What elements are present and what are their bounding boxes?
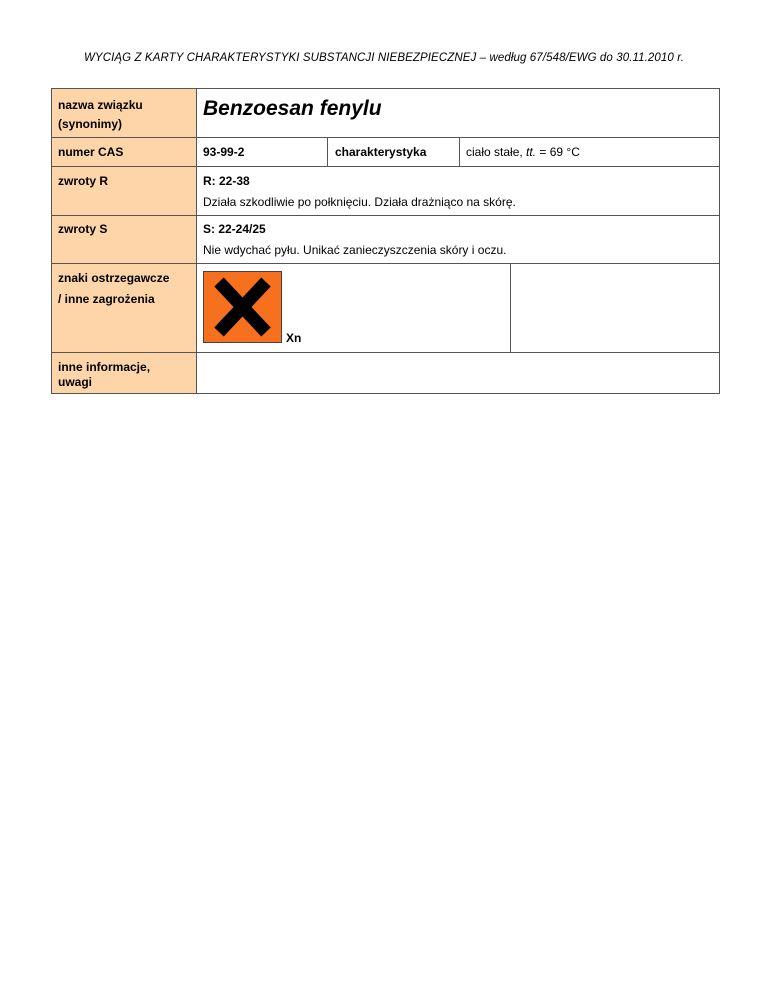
data-sheet-table	[51, 88, 720, 394]
hazards-label-2: / inne zagrożenia	[58, 292, 155, 306]
s-phrases-label: zwroty S	[58, 222, 108, 236]
hazard-symbol-code: Xn	[286, 331, 302, 345]
characteristic-label: charakterystyka	[335, 145, 427, 159]
s-phrases-code: S: 22-24/25	[203, 222, 266, 236]
document-header: WYCIĄG Z KARTY CHARAKTERYSTYKI SUBSTANCJI NIEBEZPIECZNEJ – według 67/548/EWG do 30.11.2010 r.	[83, 52, 685, 64]
s-phrases-text: Nie wdychać pyłu. Unikać zanieczyszczenia skóry i oczu.	[203, 243, 507, 257]
compound-name: Benzoesan fenylu	[203, 97, 382, 120]
harmful-cross-icon	[203, 271, 282, 343]
hazards-label: znaki ostrzegawcze	[58, 271, 170, 285]
compound-label: nazwa związku	[58, 98, 143, 112]
cas-value: 93-99-2	[203, 145, 245, 159]
synonyms-label: (synonimy)	[58, 117, 123, 131]
other-info-label: inne informacje,	[58, 360, 151, 374]
cas-label: numer CAS	[58, 145, 124, 159]
characteristic-value: ciało stałe, tt. = 69 °C	[466, 145, 580, 159]
other-info-label-2: uwagi	[58, 375, 93, 389]
r-phrases-code: R: 22-38	[203, 174, 250, 188]
label-column	[51, 88, 196, 394]
r-phrases-label: zwroty R	[58, 174, 109, 188]
r-phrases-text: Działa szkodliwie po połknięciu. Działa drażniąco na skórę.	[203, 195, 516, 209]
